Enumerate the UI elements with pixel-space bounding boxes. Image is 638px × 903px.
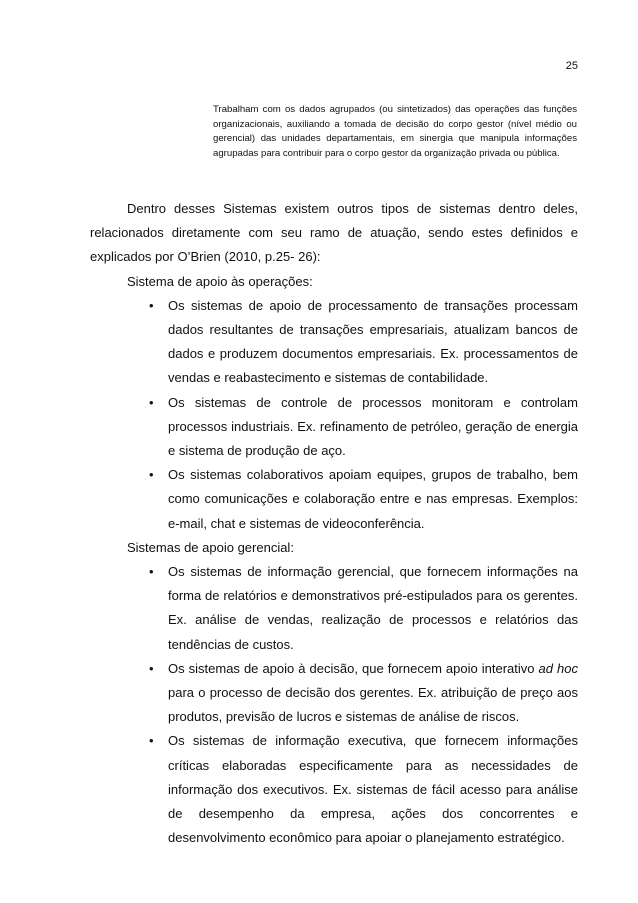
bullet-icon: • xyxy=(149,660,154,676)
list-item xyxy=(149,391,578,464)
list-item-text: Os sistemas de informação executiva, que fornecem informações críticas elaboradas especificamente para as necessidades de informação dos executivos. Ex. sistemas de fácil acesso para análise de desempenho da empresa, ações dos concorrentes e desenvolvimento econômico para apoiar o planejamento estratégico. xyxy=(168,733,578,846)
section-heading-gerencial: Sistemas de apoio gerencial: xyxy=(127,539,294,555)
italic-term: ad hoc xyxy=(538,660,578,676)
list-item xyxy=(149,463,578,536)
list-item xyxy=(149,294,578,391)
list-item-text-before: Os sistemas de apoio à decisão, que fornecem apoio interativo xyxy=(168,660,539,676)
bullet-icon: • xyxy=(149,733,154,749)
section-heading-operacoes: Sistema de apoio às operações: xyxy=(127,273,313,289)
bullet-list-gerencial xyxy=(90,560,578,850)
list-item xyxy=(149,657,578,730)
bullet-list-operacoes xyxy=(90,294,578,536)
list-item xyxy=(149,729,578,850)
list-item-text: Os sistemas colaborativos apoiam equipes, grupos de trabalho, bem como comunicações e colaboração entre e nas empresas. Exemplos: e-mail, chat e sistemas de videoconferência. xyxy=(168,467,578,531)
bullet-icon: • xyxy=(149,297,154,313)
bullet-icon: • xyxy=(149,564,154,580)
list-item-text: Os sistemas de controle de processos monitoram e controlam processos industriais. Ex. refinamento de petróleo, geração de energia e sistema de produção de aço. xyxy=(168,394,578,459)
intro-paragraph: Dentro desses Sistemas existem outros tipos de sistemas dentro deles, relacionados diretamente com seu ramo de atuação, sendo estes definidos e explicados por O’Brien (2010, p.25- 26): xyxy=(90,201,578,265)
list-item-text xyxy=(168,661,578,724)
list-item-text: Os sistemas de apoio de processamento de transações processam dados resultantes de transações empresariais, atualizam bancos de dados e produzem documentos empresariais. Ex. processamentos de vendas e reabastecimento e sistemas de contabilidade. xyxy=(168,297,578,386)
block-quote: Trabalham com os dados agrupados (ou sintetizados) das operações das funções organizacionais, auxiliando a tomada de decisão do corpo gestor (nível médio ou gerencial) das unidades departamentais, em sinergia que manipula informações agrupadas para contribuir para o corpo gestor da organização privada ou pública. xyxy=(213,104,577,159)
bullet-icon: • xyxy=(149,394,154,410)
bullet-icon: • xyxy=(149,467,154,483)
page-number: 25 xyxy=(565,60,578,72)
body-text xyxy=(90,197,578,850)
list-item-text-after: para o processo de decisão dos gerentes. Ex. atribuição de preço aos produtos, previsão de lucros e sistemas de análise de riscos. xyxy=(168,685,578,725)
list-item xyxy=(149,560,578,657)
list-item-text: Os sistemas de informação gerencial, que fornecem informações na forma de relatórios e demonstrativos pré-estipulados para os gerentes. Ex. análise de vendas, realização de processos e relatórios das tendências de custos. xyxy=(168,564,578,652)
